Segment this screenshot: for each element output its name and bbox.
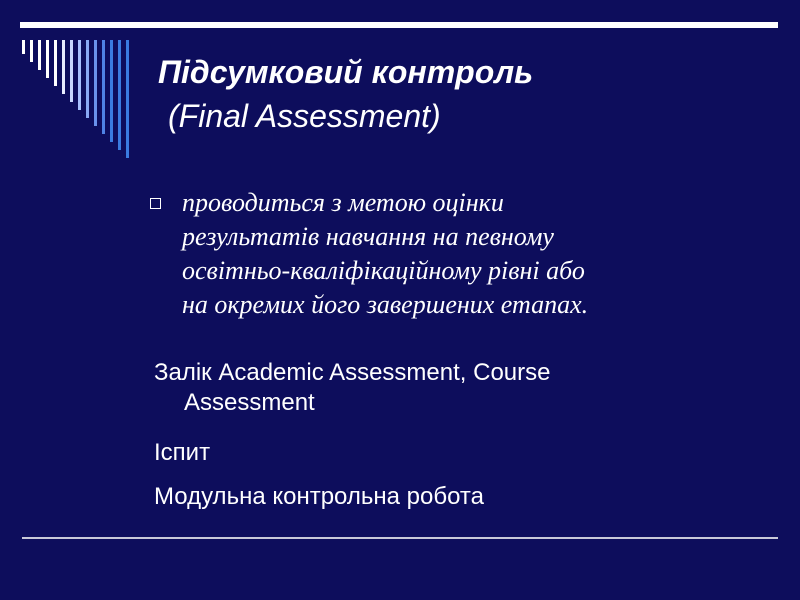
- bullet-line: результатів навчання на певному: [182, 222, 554, 251]
- item-zalik: [154, 358, 754, 418]
- item-modulna: Модульна контрольна робота: [154, 483, 484, 510]
- bottom-rule: [22, 537, 778, 539]
- top-rule: [20, 22, 778, 28]
- bullet-line: на окремих його завершених етапах.: [182, 290, 589, 319]
- item-zalik-line-1: Залік Academic Assessment, Course: [154, 359, 551, 386]
- decorative-stripes: [22, 40, 132, 160]
- title-line-2: (Final Assessment): [168, 98, 441, 134]
- square-bullet-icon: [150, 198, 161, 209]
- item-zalik-line-2: Assessment: [184, 389, 315, 416]
- slide-title: [158, 50, 758, 138]
- bullet-item: [150, 186, 760, 322]
- bullet-text: [182, 186, 760, 322]
- item-ispyt: Іспит: [154, 439, 211, 466]
- title-line-1: Підсумковий контроль: [158, 54, 534, 90]
- bullet-line: проводиться з метою оцінки: [182, 188, 504, 217]
- bullet-line: освітньо-кваліфікаційному рівні або: [182, 256, 585, 285]
